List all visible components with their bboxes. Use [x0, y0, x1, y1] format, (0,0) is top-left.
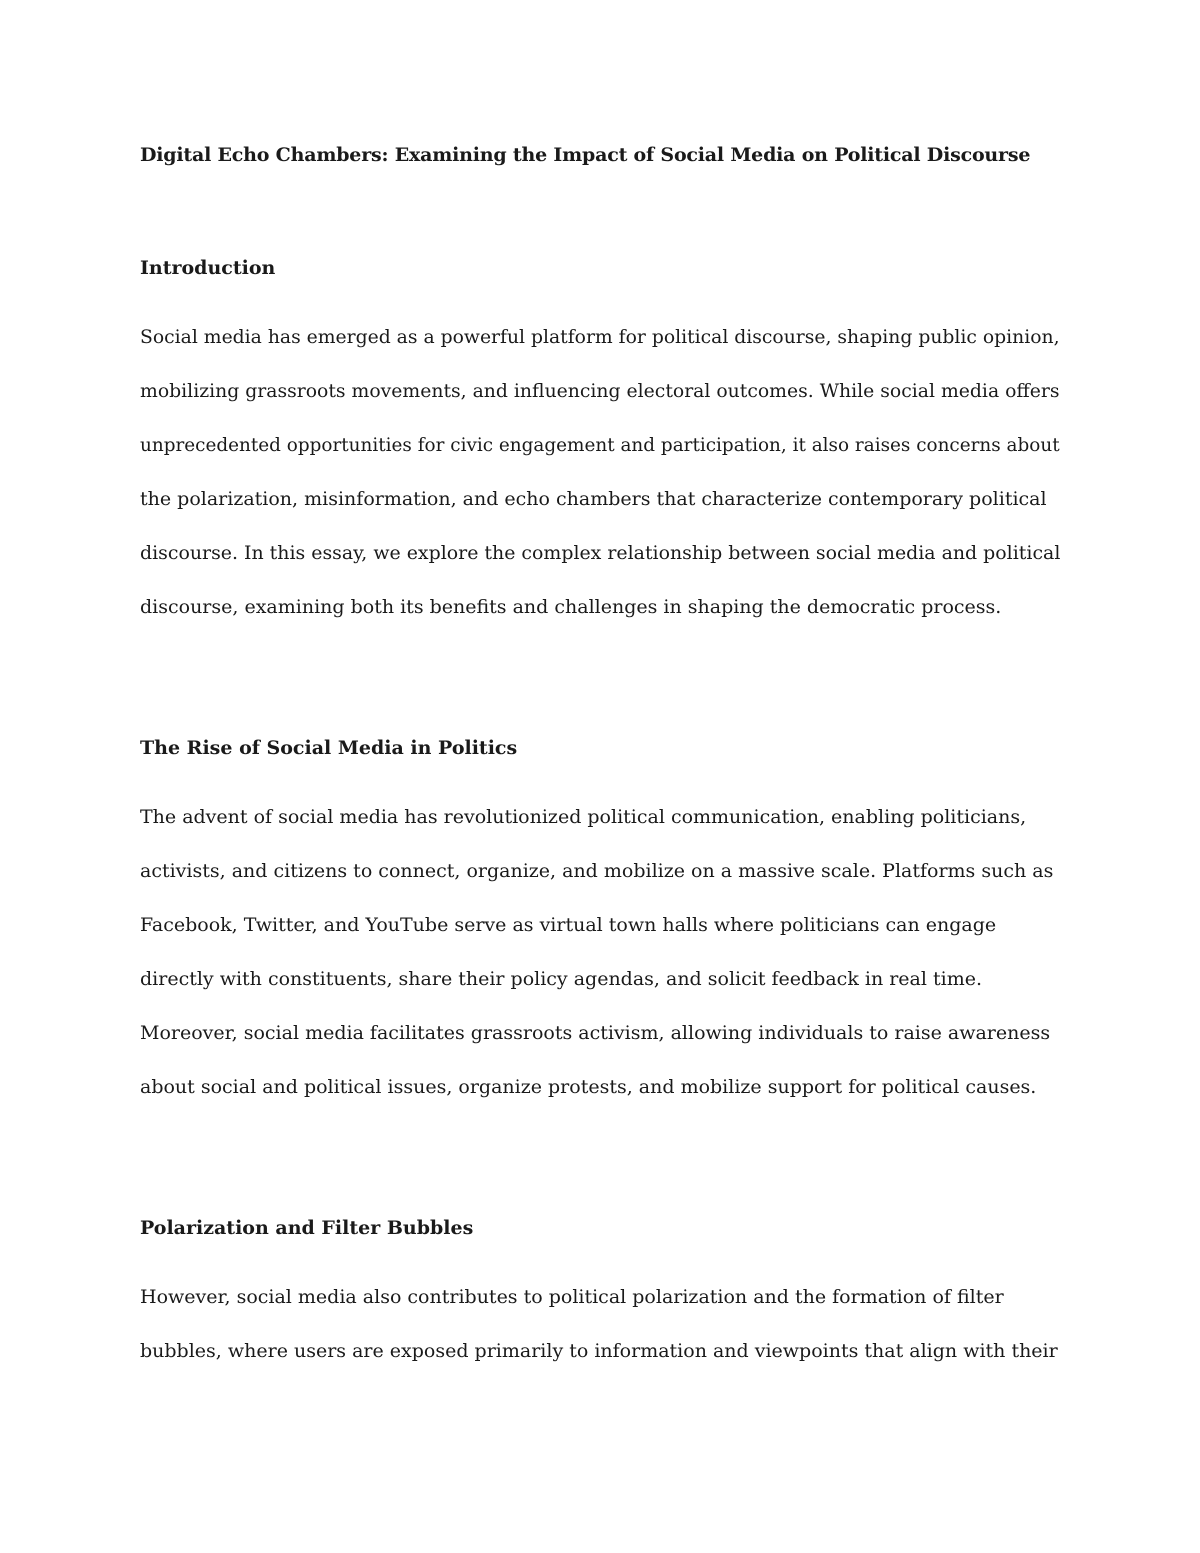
paragraph-line: the polarization, misinformation, and echo chambers that characterize contemporary political [140, 488, 1047, 510]
paragraph-rise-of-social-media [140, 790, 1060, 1114]
paragraph-line: However, social media also contributes to political polarization and the formation of filter [140, 1286, 1004, 1308]
section-heading-introduction: Introduction [140, 257, 276, 279]
paragraph-line: The advent of social media has revolutionized political communication, enabling politicians, [140, 806, 1027, 828]
paragraph-line: unprecedented opportunities for civic engagement and participation, it also raises concerns about [140, 434, 1060, 456]
paragraph-line: activists, and citizens to connect, organize, and mobilize on a massive scale. Platforms such as [140, 860, 1054, 882]
paragraph-polarization [140, 1270, 1060, 1378]
paragraph-line: Facebook, Twitter, and YouTube serve as virtual town halls where politicians can engage [140, 914, 997, 936]
paragraph-line: Social media has emerged as a powerful platform for political discourse, shaping public opinion, [140, 326, 1060, 348]
paragraph-line: directly with constituents, share their policy agendas, and solicit feedback in real time. [140, 968, 983, 990]
paragraph-line: discourse. In this essay, we explore the complex relationship between social media and political [140, 542, 1061, 564]
paragraph-line: Moreover, social media facilitates grassroots activism, allowing individuals to raise awareness [140, 1022, 1051, 1044]
paragraph-line: mobilizing grassroots movements, and influencing electoral outcomes. While social media offers [140, 380, 1060, 402]
paragraph-line: discourse, examining both its benefits and challenges in shaping the democratic process. [140, 596, 1002, 618]
paragraph-introduction [140, 310, 1060, 634]
section-heading-rise-of-social-media: The Rise of Social Media in Politics [140, 737, 518, 759]
paragraph-line: about social and political issues, organize protests, and mobilize support for political causes. [140, 1076, 1037, 1098]
section-heading-polarization: Polarization and Filter Bubbles [140, 1217, 474, 1239]
paragraph-line: bubbles, where users are exposed primarily to information and viewpoints that align with their [140, 1340, 1058, 1362]
document-title: Digital Echo Chambers: Examining the Impact of Social Media on Political Discourse [140, 144, 1031, 166]
